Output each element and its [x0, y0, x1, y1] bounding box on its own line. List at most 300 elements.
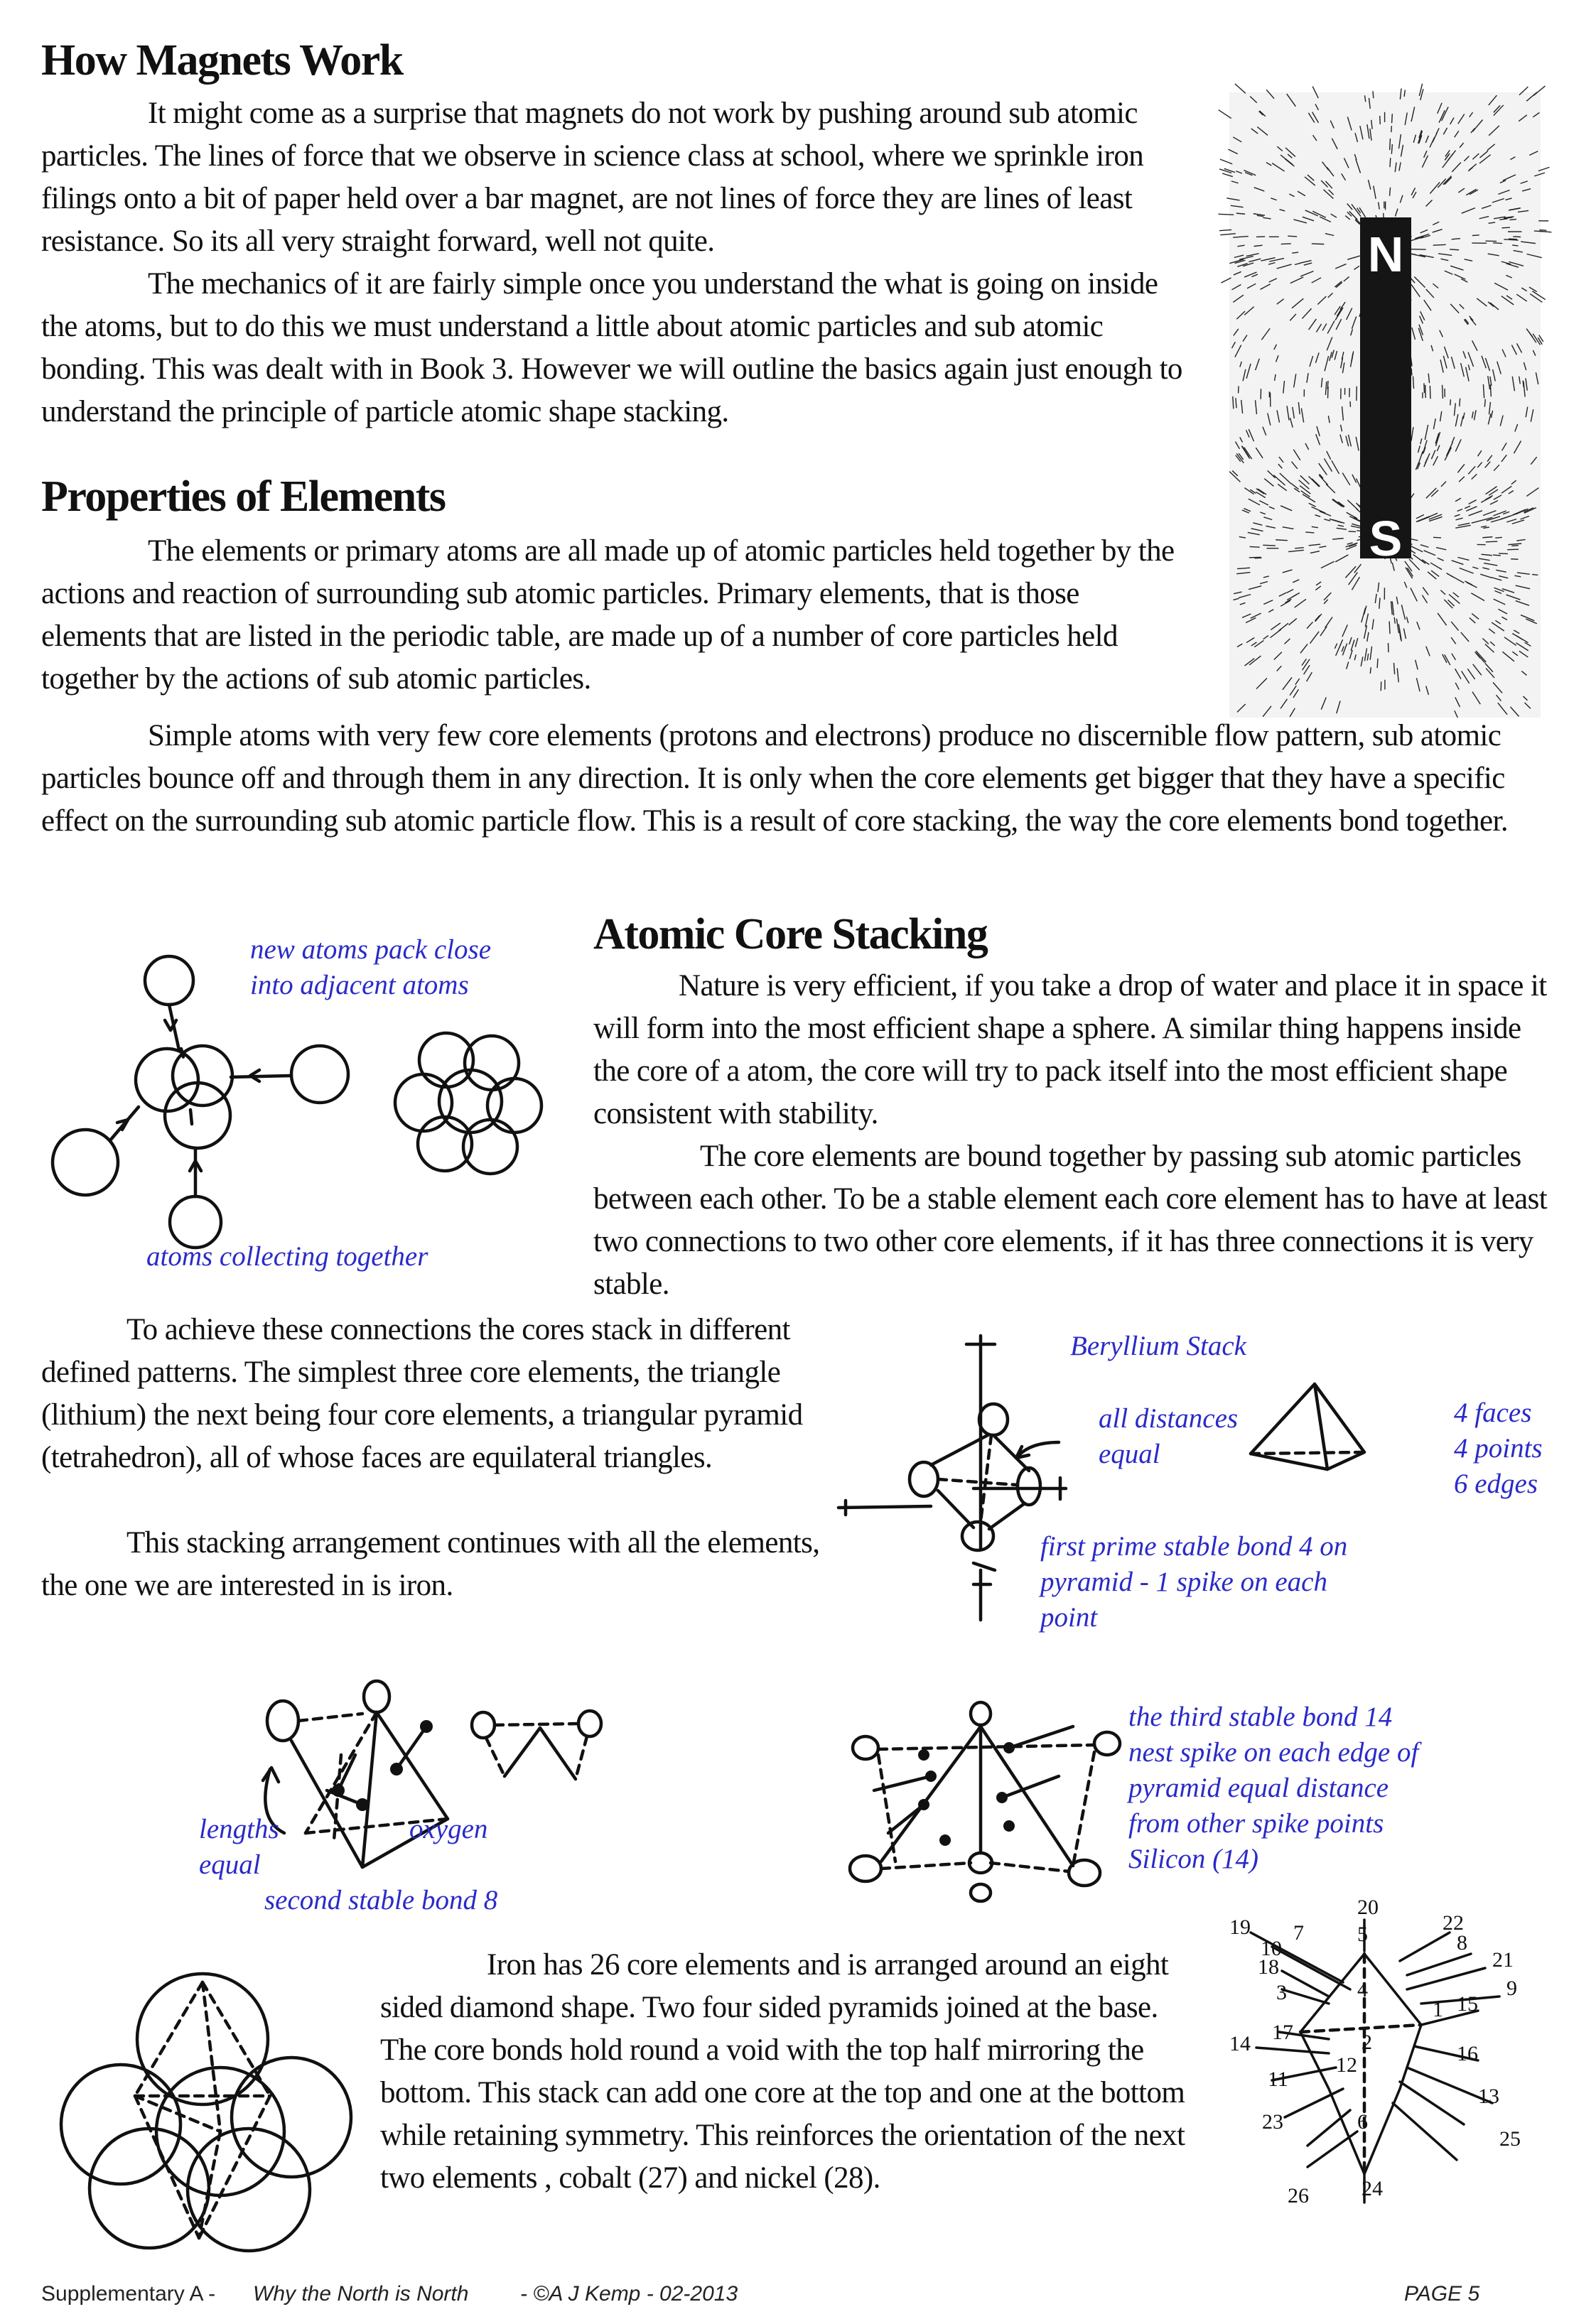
iron-filing	[1283, 381, 1285, 393]
iron-filing	[1317, 426, 1320, 436]
iron-filing	[1511, 480, 1516, 484]
iron-filing	[1524, 362, 1526, 370]
iron-filing	[1390, 188, 1391, 196]
iron-filing	[1474, 410, 1476, 420]
iron-filing	[1416, 660, 1418, 670]
iron-filing	[1300, 261, 1312, 264]
iron-filing	[1401, 145, 1403, 157]
iron-filing	[1276, 540, 1288, 541]
iron-filing	[1472, 692, 1480, 704]
iron-filing	[1241, 446, 1249, 459]
iron-filing	[1491, 519, 1501, 522]
iron-filing	[1492, 622, 1504, 631]
iron-filing	[1507, 549, 1519, 550]
iron-filing	[1457, 464, 1465, 472]
iron-filing	[1418, 445, 1420, 453]
iron-filing	[1290, 277, 1303, 283]
iron-filing	[1504, 637, 1516, 646]
iron-filing	[1290, 314, 1296, 320]
iron-filing	[1420, 545, 1429, 548]
beryllium-stack-diagram	[839, 1336, 1239, 1648]
iron-filing	[1413, 376, 1414, 388]
iron-filing	[1413, 135, 1416, 143]
note-4-faces: 4 faces	[1454, 1398, 1532, 1428]
iron-filing	[1235, 84, 1246, 94]
iron-filing	[1278, 484, 1287, 490]
iron-filing	[1330, 352, 1332, 360]
iron-filing	[1463, 413, 1465, 419]
iron-filing	[1501, 617, 1507, 620]
iron-filing	[1511, 345, 1516, 355]
iron-filing	[1460, 143, 1463, 148]
iron-filing	[1352, 475, 1357, 483]
iron-filing	[1300, 644, 1307, 653]
iron-core-number: 7	[1293, 1921, 1304, 1945]
iron-sphere-stack-diagram	[57, 1954, 370, 2266]
iron-filing	[1250, 490, 1256, 493]
iron-filing	[1501, 516, 1511, 519]
iron-filing	[1516, 294, 1527, 301]
iron-filing	[1486, 541, 1497, 542]
iron-filing	[1431, 345, 1433, 351]
iron-filing	[1292, 462, 1298, 469]
iron-filing	[1249, 259, 1261, 261]
iron-filing	[1438, 613, 1446, 625]
iron-filing	[1526, 329, 1533, 337]
iron-filing	[1340, 639, 1343, 645]
iron-filing	[1325, 382, 1326, 395]
iron-core-number: 19	[1229, 1915, 1251, 1939]
heading-atomic-core-stacking: Atomic Core Stacking	[593, 910, 988, 958]
iron-filing	[1293, 580, 1299, 583]
iron-filing	[1280, 506, 1292, 511]
iron-filing	[1393, 663, 1394, 674]
iron-filing	[1321, 698, 1326, 710]
iron-filing	[1316, 324, 1321, 333]
iron-filing	[1482, 356, 1486, 368]
note-silicon-3: pyramid equal distance	[1128, 1773, 1389, 1803]
iron-filing	[1237, 644, 1242, 647]
iron-filing	[1263, 635, 1268, 639]
section4-body	[380, 1944, 1197, 2200]
iron-filing	[1303, 494, 1315, 502]
iron-filing	[1472, 120, 1482, 132]
iron-filing	[1445, 271, 1452, 274]
iron-filing	[1396, 619, 1398, 633]
iron-filing	[1491, 411, 1492, 418]
iron-filing	[1313, 135, 1317, 141]
iron-filing	[1511, 559, 1518, 560]
iron-filing	[1276, 355, 1278, 362]
iron-filing	[1309, 476, 1320, 487]
iron-filing	[1533, 86, 1545, 95]
iron-filing	[1526, 407, 1527, 418]
iron-filing	[1269, 279, 1277, 282]
iron-filing	[1288, 550, 1304, 551]
iron-filing	[1364, 648, 1366, 661]
iron-filing	[1274, 345, 1277, 350]
iron-filing	[1310, 356, 1313, 367]
iron-filing	[1340, 435, 1342, 443]
iron-filing	[1331, 214, 1337, 217]
iron-filing	[1424, 151, 1427, 158]
iron-filing	[1461, 416, 1463, 426]
iron-filing	[1488, 254, 1499, 256]
iron-filing	[1325, 181, 1332, 188]
section2-paragraph-2: Simple atoms with very few core elements (protons and electrons) produce no discernible flow pattern, sub atomic particles bounce off and through them in any direction. It is only when the core elements get bigger that they have a specific effect on the surrounding sub atomic particle flow. This is a result of core stacking, the way the core elements bond together.	[41, 719, 1509, 838]
iron-filing	[1332, 350, 1334, 358]
footer-title: Why the North is North	[253, 2282, 469, 2306]
section3-paragraph-1: Nature is very efficient, if you take a drop of water and place it in space it will form into the most efficient shape a sphere. A similar thing happens inside the core of a atom, the core will try to pack itself into the most efficient shape consistent with stability.	[593, 969, 1547, 1130]
iron-filing	[1457, 509, 1462, 512]
iron-filing	[1517, 343, 1522, 352]
iron-filing	[1260, 512, 1266, 514]
iron-filing	[1425, 136, 1428, 143]
iron-filing	[1515, 509, 1528, 514]
iron-filing	[1277, 264, 1292, 269]
iron-filing	[1263, 600, 1273, 605]
iron-filing	[1495, 620, 1500, 624]
iron-filing	[1240, 362, 1241, 367]
iron-filing	[1396, 597, 1398, 605]
iron-filing	[1519, 377, 1521, 384]
iron-filing	[1325, 617, 1332, 627]
iron-filing	[1395, 209, 1398, 217]
iron-filing	[1283, 527, 1294, 529]
iron-filing	[1517, 573, 1530, 574]
iron-filing	[1368, 180, 1370, 190]
iron-filing	[1239, 536, 1246, 538]
iron-filing	[1426, 289, 1434, 298]
iron-filing	[1455, 697, 1460, 707]
iron-filing	[1256, 448, 1263, 458]
iron-filing	[1279, 210, 1285, 211]
iron-filing	[1254, 640, 1263, 647]
section1-body	[41, 92, 1192, 433]
iron-filing	[1345, 216, 1350, 220]
iron-filing	[1304, 263, 1312, 265]
iron-filing	[1312, 507, 1326, 513]
iron-filing	[1424, 551, 1435, 556]
iron-filing	[1347, 308, 1352, 320]
iron-filing	[1455, 525, 1470, 528]
iron-filing	[1433, 537, 1441, 538]
iron-filing	[1461, 632, 1469, 642]
iron-filing	[1490, 384, 1491, 396]
iron-filing	[1539, 230, 1546, 231]
iron-filing	[1481, 554, 1492, 556]
section2-body-1	[41, 530, 1178, 701]
magnet-field-photo	[1229, 92, 1541, 718]
iron-core-number: 9	[1506, 1977, 1517, 2000]
iron-filing	[1472, 340, 1477, 350]
iron-filing	[1303, 659, 1310, 670]
iron-filing	[1514, 575, 1521, 577]
iron-filing	[1512, 377, 1514, 391]
iron-filing	[1484, 563, 1497, 566]
iron-filing	[1379, 598, 1380, 608]
iron-filing	[1502, 443, 1507, 450]
iron-filing	[1438, 558, 1444, 561]
iron-filing	[1244, 272, 1256, 277]
iron-filing	[1263, 517, 1272, 520]
iron-filing	[1257, 126, 1268, 135]
iron-filing	[1518, 210, 1528, 212]
iron-filing	[1300, 271, 1313, 276]
section1-paragraph-1: It might come as a surprise that magnets do not work by pushing around sub atomic particles. The lines of force that we observe in science class at school, where we sprinkle iron filings onto a bit of paper held over a bar magnet, are not lines of force they are lines of least resistance. So its all very straight forward, well not quite.	[41, 97, 1144, 258]
iron-filing	[1323, 190, 1333, 199]
iron-filing	[1283, 677, 1292, 689]
iron-filing	[1288, 236, 1297, 237]
iron-core-number: 5	[1357, 1923, 1368, 1946]
iron-filing	[1411, 107, 1415, 121]
iron-filing	[1472, 153, 1479, 159]
iron-filing	[1233, 396, 1234, 409]
iron-filing	[1319, 475, 1328, 485]
iron-filing	[1447, 573, 1454, 578]
iron-filing	[1351, 329, 1353, 335]
iron-filing	[1411, 284, 1420, 296]
iron-filing	[1494, 591, 1501, 594]
iron-filing	[1486, 669, 1494, 679]
note-oxygen: oxygen	[409, 1814, 488, 1844]
iron-filing	[1287, 94, 1296, 107]
iron-filing	[1355, 638, 1357, 647]
iron-filing	[1370, 129, 1371, 141]
iron-filing	[1264, 479, 1273, 487]
iron-filing	[1493, 369, 1496, 382]
iron-filing	[1514, 441, 1521, 453]
note-all-distances-1: all distances	[1099, 1403, 1239, 1434]
note-silicon-2: nest spike on each edge of	[1128, 1737, 1419, 1768]
iron-filing	[1471, 593, 1484, 601]
iron-filing	[1325, 234, 1334, 236]
iron-filing	[1298, 402, 1300, 414]
section3-body-1	[593, 965, 1560, 1306]
iron-filing	[1292, 252, 1298, 253]
iron-filing	[1465, 506, 1470, 508]
iron-filing	[1433, 283, 1438, 288]
iron-core-number: 6	[1357, 2110, 1368, 2134]
iron-filing	[1516, 601, 1529, 606]
iron-filing	[1458, 188, 1465, 193]
iron-filing	[1279, 593, 1287, 596]
iron-filing	[1534, 231, 1543, 232]
section3-paragraph-2: The core elements are bound together by passing sub atomic particles between each other. To be a stable element each core element has to have at least two connections to two other core elements, if it has three connections it is very stable.	[593, 1140, 1548, 1301]
iron-filing	[1305, 177, 1315, 185]
iron-core-number: 12	[1336, 2053, 1357, 2077]
iron-filing	[1326, 484, 1335, 493]
iron-filing	[1436, 548, 1446, 550]
iron-filing	[1303, 217, 1314, 220]
iron-filing	[1335, 644, 1337, 649]
iron-filing	[1256, 400, 1257, 414]
iron-core-number: 21	[1492, 1948, 1514, 1972]
iron-filing	[1395, 163, 1396, 173]
iron-filing	[1263, 217, 1271, 219]
iron-filing	[1221, 278, 1231, 283]
iron-filing	[1315, 615, 1320, 621]
iron-filing	[1355, 133, 1357, 142]
iron-filing	[1501, 455, 1506, 462]
iron-filing	[1352, 316, 1356, 328]
iron-filing	[1251, 529, 1263, 531]
iron-filing	[1463, 351, 1466, 358]
iron-filing	[1234, 329, 1239, 336]
footer-copyright: - ©A J Kemp - 02-2013	[520, 2282, 738, 2306]
iron-filing	[1424, 383, 1425, 393]
iron-filing	[1531, 457, 1536, 465]
iron-filing	[1295, 679, 1300, 685]
iron-filing	[1489, 222, 1496, 223]
iron-filing	[1263, 545, 1276, 546]
iron-filing	[1515, 424, 1518, 432]
iron-filing	[1536, 372, 1538, 384]
iron-filing	[1486, 487, 1497, 494]
iron-filing	[1231, 342, 1235, 348]
iron-filing	[1268, 413, 1271, 425]
iron-filing	[1321, 561, 1335, 568]
iron-filing	[1235, 345, 1241, 357]
iron-core-number: 14	[1229, 2032, 1251, 2055]
iron-filing	[1455, 131, 1459, 137]
iron-filing	[1488, 376, 1490, 389]
iron-filing	[1468, 364, 1470, 370]
iron-filing	[1506, 296, 1512, 299]
note-silicon-4: from other spike points	[1128, 1808, 1384, 1839]
iron-filing	[1330, 121, 1334, 129]
silicon-bond-diagram	[846, 1698, 1130, 1904]
iron-filing	[1307, 622, 1312, 628]
iron-filing	[1263, 576, 1269, 578]
iron-filing	[1526, 378, 1527, 390]
iron-filing	[1298, 191, 1305, 195]
iron-filing	[1272, 163, 1284, 171]
iron-filing	[1418, 131, 1423, 144]
iron-filing	[1496, 570, 1506, 572]
iron-filing	[1325, 356, 1328, 371]
iron-filing	[1426, 200, 1433, 207]
iron-filing	[1239, 256, 1253, 260]
iron-filing	[1472, 474, 1477, 479]
iron-filing	[1502, 589, 1514, 593]
iron-filing	[1512, 652, 1518, 656]
iron-filing	[1344, 276, 1349, 281]
iron-filing	[1450, 249, 1459, 250]
iron-filing	[1251, 642, 1257, 646]
iron-filing	[1423, 588, 1428, 595]
iron-filing	[1316, 582, 1321, 585]
iron-filing	[1466, 189, 1476, 195]
iron-filing	[1374, 185, 1376, 198]
iron-filing	[1411, 368, 1412, 375]
iron-filing	[1433, 244, 1446, 245]
iron-filing	[1256, 679, 1267, 689]
iron-filing	[1337, 528, 1347, 529]
iron-filing	[1462, 208, 1475, 214]
iron-filing	[1506, 595, 1521, 600]
iron-filing	[1315, 586, 1321, 590]
iron-filing	[1491, 577, 1501, 580]
note-silicon-1: the third stable bond 14	[1128, 1702, 1393, 1732]
iron-filing	[1244, 307, 1254, 315]
iron-filing	[1370, 667, 1371, 674]
iron-filing	[1248, 532, 1260, 534]
iron-filing	[1469, 511, 1482, 516]
iron-filing	[1497, 362, 1501, 374]
iron-filing	[1392, 114, 1393, 123]
iron-filing	[1218, 214, 1234, 215]
iron-filing	[1514, 251, 1523, 252]
iron-filing	[1506, 198, 1512, 200]
iron-filing	[1317, 296, 1326, 305]
iron-filing	[1356, 437, 1359, 451]
iron-filing	[1472, 235, 1479, 236]
iron-filing	[1490, 303, 1499, 310]
iron-filing	[1390, 158, 1391, 167]
section2-paragraph-1: The elements or primary atoms are all made up of atomic particles held together by the actions and reaction of surrounding sub atomic particles. Primary elements, that is those elements that are listed in the periodic table, are made up of a number of core particles held together by the actions of sub atomic particles.	[41, 534, 1175, 696]
iron-filing	[1500, 416, 1503, 426]
iron-filing	[1538, 167, 1550, 171]
iron-filing	[1342, 647, 1344, 652]
iron-filing	[1499, 219, 1507, 220]
iron-filing	[1259, 111, 1265, 117]
iron-filing	[1424, 300, 1431, 310]
iron-filing	[1416, 514, 1424, 518]
iron-filing	[1493, 243, 1502, 244]
iron-filing	[1263, 427, 1266, 436]
iron-filing	[1506, 519, 1516, 522]
iron-filing	[1447, 442, 1453, 455]
iron-filing	[1523, 696, 1527, 701]
iron-filing	[1360, 126, 1363, 139]
iron-filing	[1294, 374, 1296, 387]
iron-filing	[1501, 296, 1514, 305]
iron-filing	[1337, 308, 1342, 315]
iron-filing	[1526, 488, 1538, 497]
iron-filing	[1266, 90, 1274, 99]
iron-filing	[1344, 158, 1349, 168]
iron-filing	[1405, 113, 1407, 126]
iron-filing	[1349, 435, 1352, 447]
iron-filing	[1506, 275, 1511, 278]
iron-core-number: 3	[1276, 1981, 1287, 2004]
iron-filing	[1266, 163, 1271, 166]
iron-filing	[1516, 539, 1525, 541]
iron-filing	[1361, 656, 1363, 666]
iron-filing	[1497, 695, 1501, 701]
iron-filing	[1315, 352, 1319, 363]
iron-filing	[1346, 436, 1349, 446]
note-lengths-1: lengths	[199, 1814, 279, 1844]
iron-filing	[1315, 104, 1318, 109]
iron-filing	[1219, 110, 1231, 119]
iron-filing	[1482, 639, 1488, 644]
iron-filing	[1498, 609, 1507, 614]
iron-filing	[1411, 588, 1417, 601]
iron-filing	[1365, 614, 1368, 627]
iron-filing	[1327, 381, 1328, 389]
iron-filing	[1452, 654, 1456, 660]
iron-filing	[1522, 189, 1531, 191]
iron-filing	[1400, 88, 1401, 99]
iron-filing	[1327, 167, 1334, 176]
iron-filing	[1289, 618, 1297, 625]
iron-filing	[1293, 593, 1300, 597]
iron-filing	[1239, 595, 1251, 598]
iron-filing	[1250, 97, 1257, 103]
iron-filing	[1233, 237, 1249, 238]
